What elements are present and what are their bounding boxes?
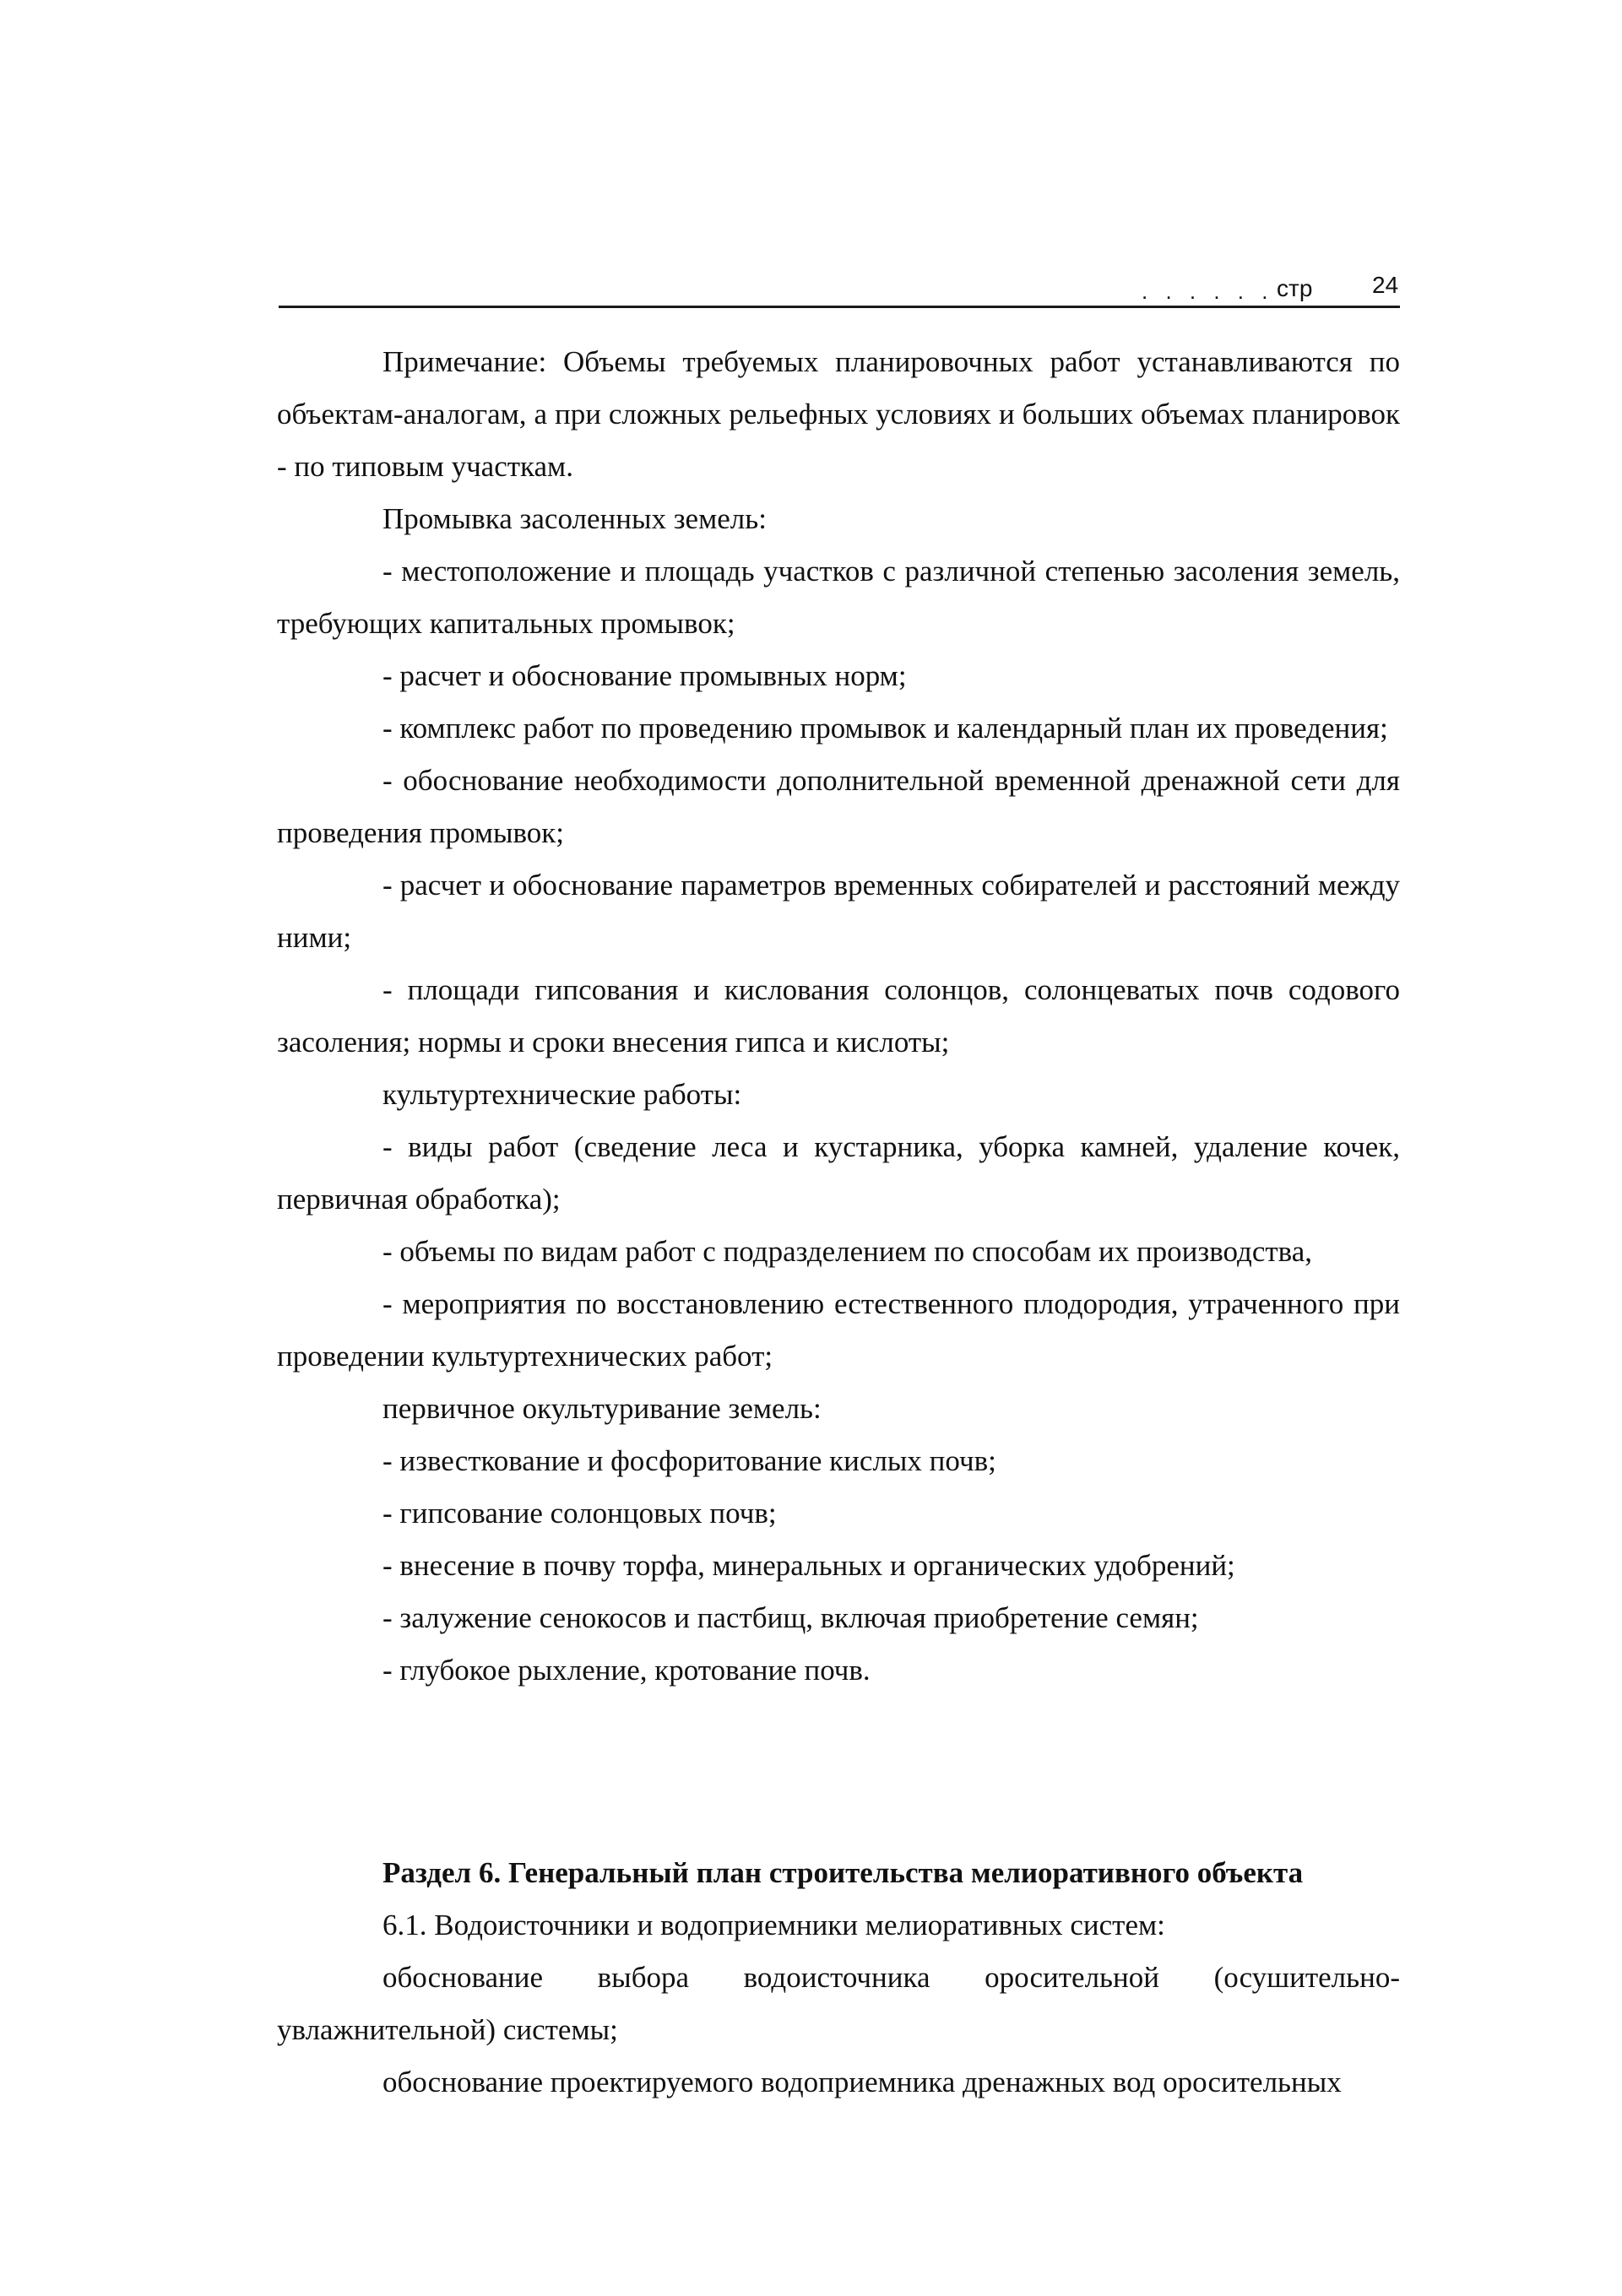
list-item: - глубокое рыхление, кротование почв. [382, 1654, 871, 1687]
header-page-label: стр [1277, 275, 1313, 301]
page-number: 24 [1372, 272, 1399, 298]
document-body [277, 336, 1400, 2109]
note-paragraph: Примечание: Объемы требуемых планировочных работ устанавливаются по объектам-аналогам, а при сложных рельефных условиях и больших объемах планировок - по типовым участкам. [277, 345, 1400, 483]
list-item: - залужение сенокосов и пастбищ, включая приобретение семян; [382, 1601, 1199, 1634]
subsection-heading: 6.1. Водоисточники и водоприемники мелиоративных систем: [382, 1909, 1165, 1941]
header-dots: . . . . . . [1142, 279, 1274, 304]
list-item: - внесение в почву торфа, минеральных и органических удобрений; [382, 1549, 1235, 1582]
header-rule [279, 306, 1400, 308]
section-heading: Раздел 6. Генеральный план строительства мелиоративного объекта [382, 1856, 1304, 1889]
paragraph: первичное окультуривание земель: [382, 1392, 822, 1425]
paragraph: культуртехнические работы: [382, 1078, 742, 1111]
list-item: - площади гипсования и кислования солонцов, солонцеватых почв содового засоления; нормы и сроки внесения гипса и кислоты; [277, 973, 1400, 1059]
list-item: - комплекс работ по проведению промывок и календарный план их проведения; [382, 712, 1388, 745]
list-item: - расчет и обоснование параметров временных собирателей и расстояний между ними; [277, 869, 1400, 954]
list-item: - местоположение и площадь участков с различной степенью засоления земель, требующих капитальных промывок; [277, 555, 1400, 640]
paragraph: Промывка засоленных земель: [382, 502, 767, 535]
list-item: - расчет и обоснование промывных норм; [382, 659, 907, 692]
list-item: - гипсование солонцовых почв; [382, 1497, 777, 1530]
list-item: - известкование и фосфоритование кислых почв; [382, 1444, 996, 1477]
section-item: обоснование выбора водоисточника оросительной (осушительно-увлажнительной) системы; [277, 1961, 1400, 2046]
list-item: - обоснование необходимости дополнительной временной дренажной сети для проведения промывок; [277, 764, 1400, 849]
list-item: - мероприятия по восстановлению естественного плодородия, утраченного при проведении культуртехнических работ; [277, 1287, 1400, 1373]
list-item: - виды работ (сведение леса и кустарника, уборка камней, удаление кочек, первичная обработка); [277, 1130, 1400, 1216]
section-item: обоснование проектируемого водоприемника дренажных вод оросительных [382, 2066, 1342, 2098]
list-item: - объемы по видам работ с подразделением по способам их производства, [382, 1235, 1312, 1268]
